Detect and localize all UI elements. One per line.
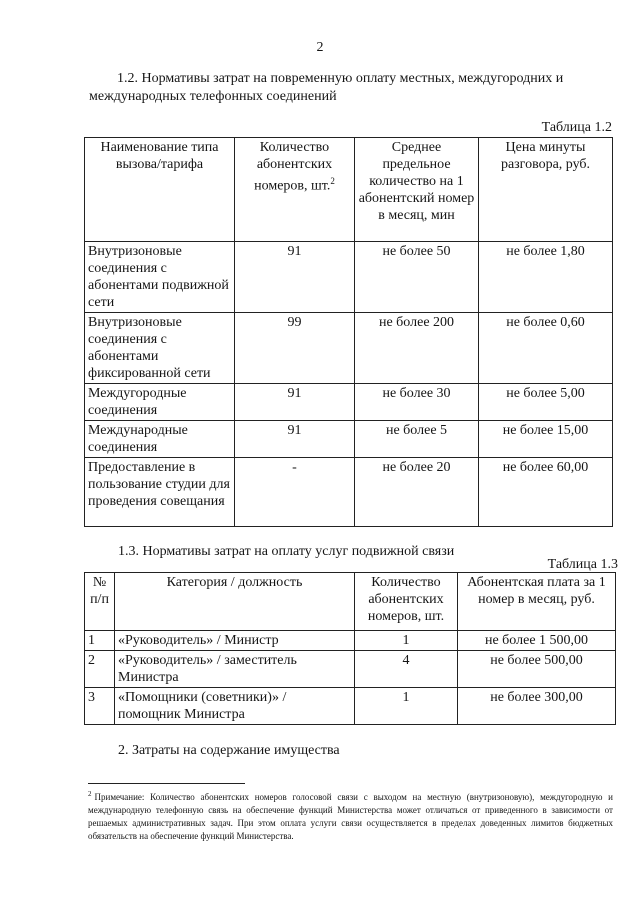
- cell-price: не более 5,00: [479, 384, 613, 421]
- cell-category: «Руководитель» / заместитель Министра: [115, 651, 355, 688]
- cell-count: 99: [235, 313, 355, 384]
- cell-price: не более 1,80: [479, 242, 613, 313]
- cell-number: 2: [85, 651, 115, 688]
- header-subscriber-count: [235, 138, 355, 242]
- cell-category: «Руководитель» / Министр: [115, 631, 355, 651]
- footnote: [88, 788, 613, 843]
- footnote-number: 2: [88, 790, 92, 798]
- cell-fee: не более 500,00: [458, 651, 616, 688]
- table-1-2-caption: Таблица 1.2: [541, 120, 612, 135]
- section-1-3-title: 1.3. Нормативы затрат на оплату услуг подвижной связи: [118, 544, 455, 559]
- footnote-text: Примечание: Количество абонентских номеров голосовой связи с выходом на местную (внутризоновую), междугородную и международную телефонную связь на обеспечение функций Министерства может отличаться от приведенного в зависимости от решаемых административных задач. При этом оплата услуги связи осуществляется в пределах доведенных лимитов бюджетных обязательств на обеспечение функций Министерства.: [88, 792, 613, 841]
- table-row: [85, 384, 613, 421]
- header-number: № п/п: [85, 573, 115, 631]
- cell-count: -: [235, 458, 355, 527]
- footnote-divider: [88, 783, 245, 784]
- cell-number: 3: [85, 688, 115, 725]
- table-1-3: [84, 572, 616, 725]
- table-row: [85, 631, 616, 651]
- header-subscriber-count-text: Количество абонентских номеров, шт.: [254, 140, 333, 194]
- table-row: [85, 458, 613, 527]
- cell-call-type: Внутризоновые соединения с абонентами фиксированной сети: [85, 313, 235, 384]
- cell-call-type: Внутризоновые соединения с абонентами подвижной сети: [85, 242, 235, 313]
- cell-call-type: Международные соединения: [85, 421, 235, 458]
- table-row: [85, 242, 613, 313]
- cell-minutes: не более 5: [355, 421, 479, 458]
- cell-minutes: не более 30: [355, 384, 479, 421]
- footnote-ref: 2: [330, 176, 335, 186]
- cell-price: не более 0,60: [479, 313, 613, 384]
- cell-call-type: Предоставление в пользование студии для проведения совещания: [85, 458, 235, 527]
- cell-number: 1: [85, 631, 115, 651]
- header-minute-price: Цена минуты разговора, руб.: [479, 138, 613, 242]
- table-row: [85, 688, 616, 725]
- header-number-count: Количество абонентских номеров, шт.: [355, 573, 458, 631]
- cell-price: не более 15,00: [479, 421, 613, 458]
- section-2-title: 2. Затраты на содержание имущества: [118, 743, 340, 758]
- cell-count: 1: [355, 631, 458, 651]
- header-monthly-fee: Абонентская плата за 1 номер в месяц, руб.: [458, 573, 616, 631]
- cell-count: 1: [355, 688, 458, 725]
- cell-call-type: Междугородные соединения: [85, 384, 235, 421]
- table-header-row: [85, 573, 616, 631]
- cell-price: не более 60,00: [479, 458, 613, 527]
- cell-count: 91: [235, 421, 355, 458]
- cell-category: «Помощники (советники)» / помощник Министра: [115, 688, 355, 725]
- table-row: [85, 421, 613, 458]
- cell-count: 91: [235, 242, 355, 313]
- cell-minutes: не более 20: [355, 458, 479, 527]
- table-row: [85, 313, 613, 384]
- cell-minutes: не более 50: [355, 242, 479, 313]
- page-number: 2: [316, 40, 324, 55]
- table-row: [85, 651, 616, 688]
- cell-count: 4: [355, 651, 458, 688]
- table-header-row: [85, 138, 613, 242]
- section-1-2-title: 1.2. Нормативы затрат на повременную оплату местных, междугородних и международных телефонных соединений: [89, 71, 564, 104]
- table-1-2: [84, 137, 613, 527]
- table-1-3-caption: Таблица 1.3: [547, 557, 618, 572]
- cell-fee: не более 300,00: [458, 688, 616, 725]
- cell-minutes: не более 200: [355, 313, 479, 384]
- header-category: Категория / должность: [115, 573, 355, 631]
- header-call-type: Наименование типа вызова/тарифа: [85, 138, 235, 242]
- cell-fee: не более 1 500,00: [458, 631, 616, 651]
- cell-count: 91: [235, 384, 355, 421]
- header-avg-minutes: Среднее предельное количество на 1 абонентский номер в месяц, мин: [355, 138, 479, 242]
